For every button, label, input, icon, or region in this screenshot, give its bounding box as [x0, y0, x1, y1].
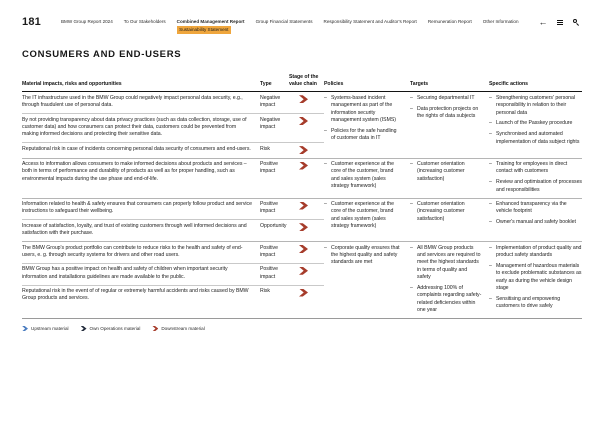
nav-item-other-information[interactable]: Other Information [482, 19, 519, 24]
value-chain-legend [22, 326, 580, 332]
type-label: Negative impact [260, 116, 281, 130]
material-text: Access to information allows consumers to make informed decisions about products and services – both in terms of performance and durability of products as well as for proper handling, such as environmental impacts during the use phase and end-of-life. [22, 161, 247, 182]
material-text: BMW Group has a positive impact on health and safety of children when important security information and installations guidelines are made available to the public. [22, 266, 228, 280]
downstream-chevron-icon [299, 245, 308, 253]
action-item: – Launch of the Passkey procedure [489, 120, 582, 127]
downstream-chevron-icon [299, 289, 308, 297]
table-row [22, 242, 324, 263]
table-group-access-to-information [22, 158, 582, 198]
material-text: Reputational risk in case of incidents concerning personal data security of consumers and end-users. [22, 145, 251, 152]
downstream-chevron-icon [299, 117, 308, 125]
topbar [0, 0, 600, 32]
type-label: Positive impact [260, 266, 278, 280]
policy-item: – Systems-based incident management as part of the information security management system (ISMS) [324, 95, 402, 125]
legend-item-upstream [22, 326, 69, 332]
back-arrow-icon[interactable]: ← [538, 16, 548, 27]
type-label: Negative impact [260, 94, 281, 109]
action-item: – Training for employees in direct contact with customers [489, 161, 582, 176]
header-actions: Specific actions [489, 81, 529, 88]
upstream-chevron-icon [22, 326, 28, 332]
action-item: – Enhanced transparency via the vehicle footprint [489, 201, 582, 216]
nav-item-group-financial-statements[interactable]: Group Financial Statements [255, 19, 313, 24]
policy-item: – Corporate quality ensures that the highest quality and safety standards are met [324, 245, 402, 267]
downstream-chevron-icon [299, 162, 308, 170]
table-row [22, 113, 324, 142]
table-row [22, 92, 324, 113]
material-text: Information related to health & safety ensures that consumers can properly follow product and service instructions to safeguard their wellbeing. [22, 201, 252, 215]
legend-label: Own Operations material [89, 326, 141, 332]
type-label: Risk [260, 145, 270, 152]
material-topics-table [22, 74, 582, 319]
nav-item-label: Combined Management Report [176, 19, 245, 24]
type-label: Positive impact [260, 161, 278, 175]
search-icon[interactable] [572, 18, 580, 26]
table-row [22, 219, 324, 241]
downstream-chevron-icon [152, 326, 158, 332]
material-text: By not providing transparency about data privacy practices (such as data collection, storage, use of customer data) and how consumers can protect their data, customers could be prevented from making informed decisions and protecting their sensitive data. [22, 116, 247, 138]
nav-item-combined-management-report[interactable] [176, 19, 245, 32]
material-text: Reputational risk in the event of of regular or extremely harmful accidents and risks caused by BMW Group products and services. [22, 288, 249, 302]
action-item: – Owner's manual and safety booklet [489, 219, 582, 226]
nav-item-to-our-stakeholders[interactable]: To Our Stakeholders [123, 19, 166, 24]
table-group-data-security [22, 92, 582, 157]
page-title: CONSUMERS AND END-USERS [22, 49, 182, 60]
actions-cell [489, 199, 582, 242]
own-operations-chevron-icon [81, 326, 87, 332]
action-item: – Management of hazardous materials to exclude problematic substances as early as during the vehicle design stage [489, 263, 582, 293]
target-item: – Customer orientation (increasing customer satisfaction) [410, 161, 482, 183]
targets-cell [410, 92, 489, 157]
legend-label: Downstream material [161, 326, 205, 332]
table-group-health-safety-information [22, 198, 582, 242]
nav-item-responsibility-statement[interactable]: Responsibility Statement and Auditor's Report [323, 19, 417, 24]
downstream-chevron-icon [299, 202, 308, 210]
action-item: – Sensitising and empowering customers to drive safely [489, 296, 582, 311]
header-material: Material impacts, risks and opportunities [22, 81, 122, 88]
action-item: – Synchronised and automated implementation of data subject rights [489, 131, 582, 146]
type-label: Positive impact [260, 244, 278, 258]
nav-sub-sustainability-statement[interactable]: Sustainability Statement [177, 26, 231, 34]
table-row [22, 285, 324, 307]
target-item: – Customer orientation (increasing customer satisfaction) [410, 201, 482, 223]
topbar-icons [539, 17, 581, 26]
header-targets: Targets [410, 81, 429, 88]
header-stage-line1: Stage of the [289, 74, 319, 80]
target-item: – All BMW Group products and services are required to meet the highest standards in terms of quality and safety [410, 245, 482, 282]
policy-item: – Customer experience at the core of the customer, brand and sales system (sales strategy framework) [324, 201, 402, 231]
policies-cell [324, 242, 410, 318]
header-stage [289, 74, 324, 89]
policies-cell [324, 92, 410, 157]
legend-label: Upstream material [31, 326, 69, 332]
actions-cell [489, 242, 582, 318]
targets-cell [410, 242, 489, 318]
type-label: Risk [260, 288, 270, 294]
table-row [22, 159, 324, 187]
policy-item: – Customer experience at the core of the customer, brand and sales system (sales strategy framework) [324, 161, 402, 191]
policy-item: – Policies for the safe handling of customer data in IT [324, 128, 402, 143]
policies-cell [324, 159, 410, 198]
header-stage-line2: value chain [289, 81, 317, 88]
header-type: Type [260, 81, 272, 88]
targets-cell [410, 199, 489, 242]
actions-cell [489, 92, 582, 157]
target-item: – Data protection projects on the rights of data subjects [410, 106, 482, 121]
material-text: Increase of satisfaction, loyalty, and trust of existing customers through well informed decisions and satisfaction with their purchase. [22, 222, 247, 237]
table-row [22, 199, 324, 220]
type-label: Opportunity [260, 222, 287, 229]
report-navigation [60, 17, 519, 32]
nav-item-remuneration-report[interactable]: Remuneration Report [427, 19, 472, 24]
table-row [22, 263, 324, 285]
table-row [22, 142, 324, 157]
type-label: Positive impact [260, 201, 278, 215]
header-policies: Policies [324, 81, 344, 88]
table-header-row [22, 74, 582, 92]
downstream-chevron-icon [299, 95, 308, 103]
downstream-chevron-icon [299, 146, 308, 154]
action-item: – Strengthening customers' personal responsibility in relation to their personal data [489, 95, 582, 117]
table-group-product-quality-safety [22, 241, 582, 318]
downstream-chevron-icon [299, 267, 308, 275]
table-body [22, 92, 582, 319]
policies-cell [324, 199, 410, 242]
material-text: The IT infrastructure used in the BMW Group could negatively impact personal data security, e.g., through fraudulent use of personal data. [22, 94, 243, 109]
actions-cell [489, 159, 582, 198]
nav-item-bmw-group-report[interactable]: BMW Group Report 2024 [60, 19, 113, 24]
page-number: 181 [22, 16, 41, 28]
downstream-chevron-icon [299, 223, 308, 231]
targets-cell [410, 159, 489, 198]
action-item: – Implementation of product quality and product safety standards [489, 245, 582, 260]
legend-item-downstream [152, 326, 204, 332]
legend-item-own-operations [81, 326, 141, 332]
material-text: The BMW Group's product portfolio can contribute to reduce risks to the health and safety of end-users, e. g. through security systems for drivers and other road users. [22, 244, 243, 258]
target-item: – Securing departmental IT [410, 95, 482, 102]
table-of-contents-icon[interactable] [557, 19, 564, 26]
target-item: – Addressing 100% of complaints regarding safety-related deficiencies within one year [410, 285, 482, 315]
action-item: – Review and optimisation of processes and responsibilities [489, 179, 582, 194]
